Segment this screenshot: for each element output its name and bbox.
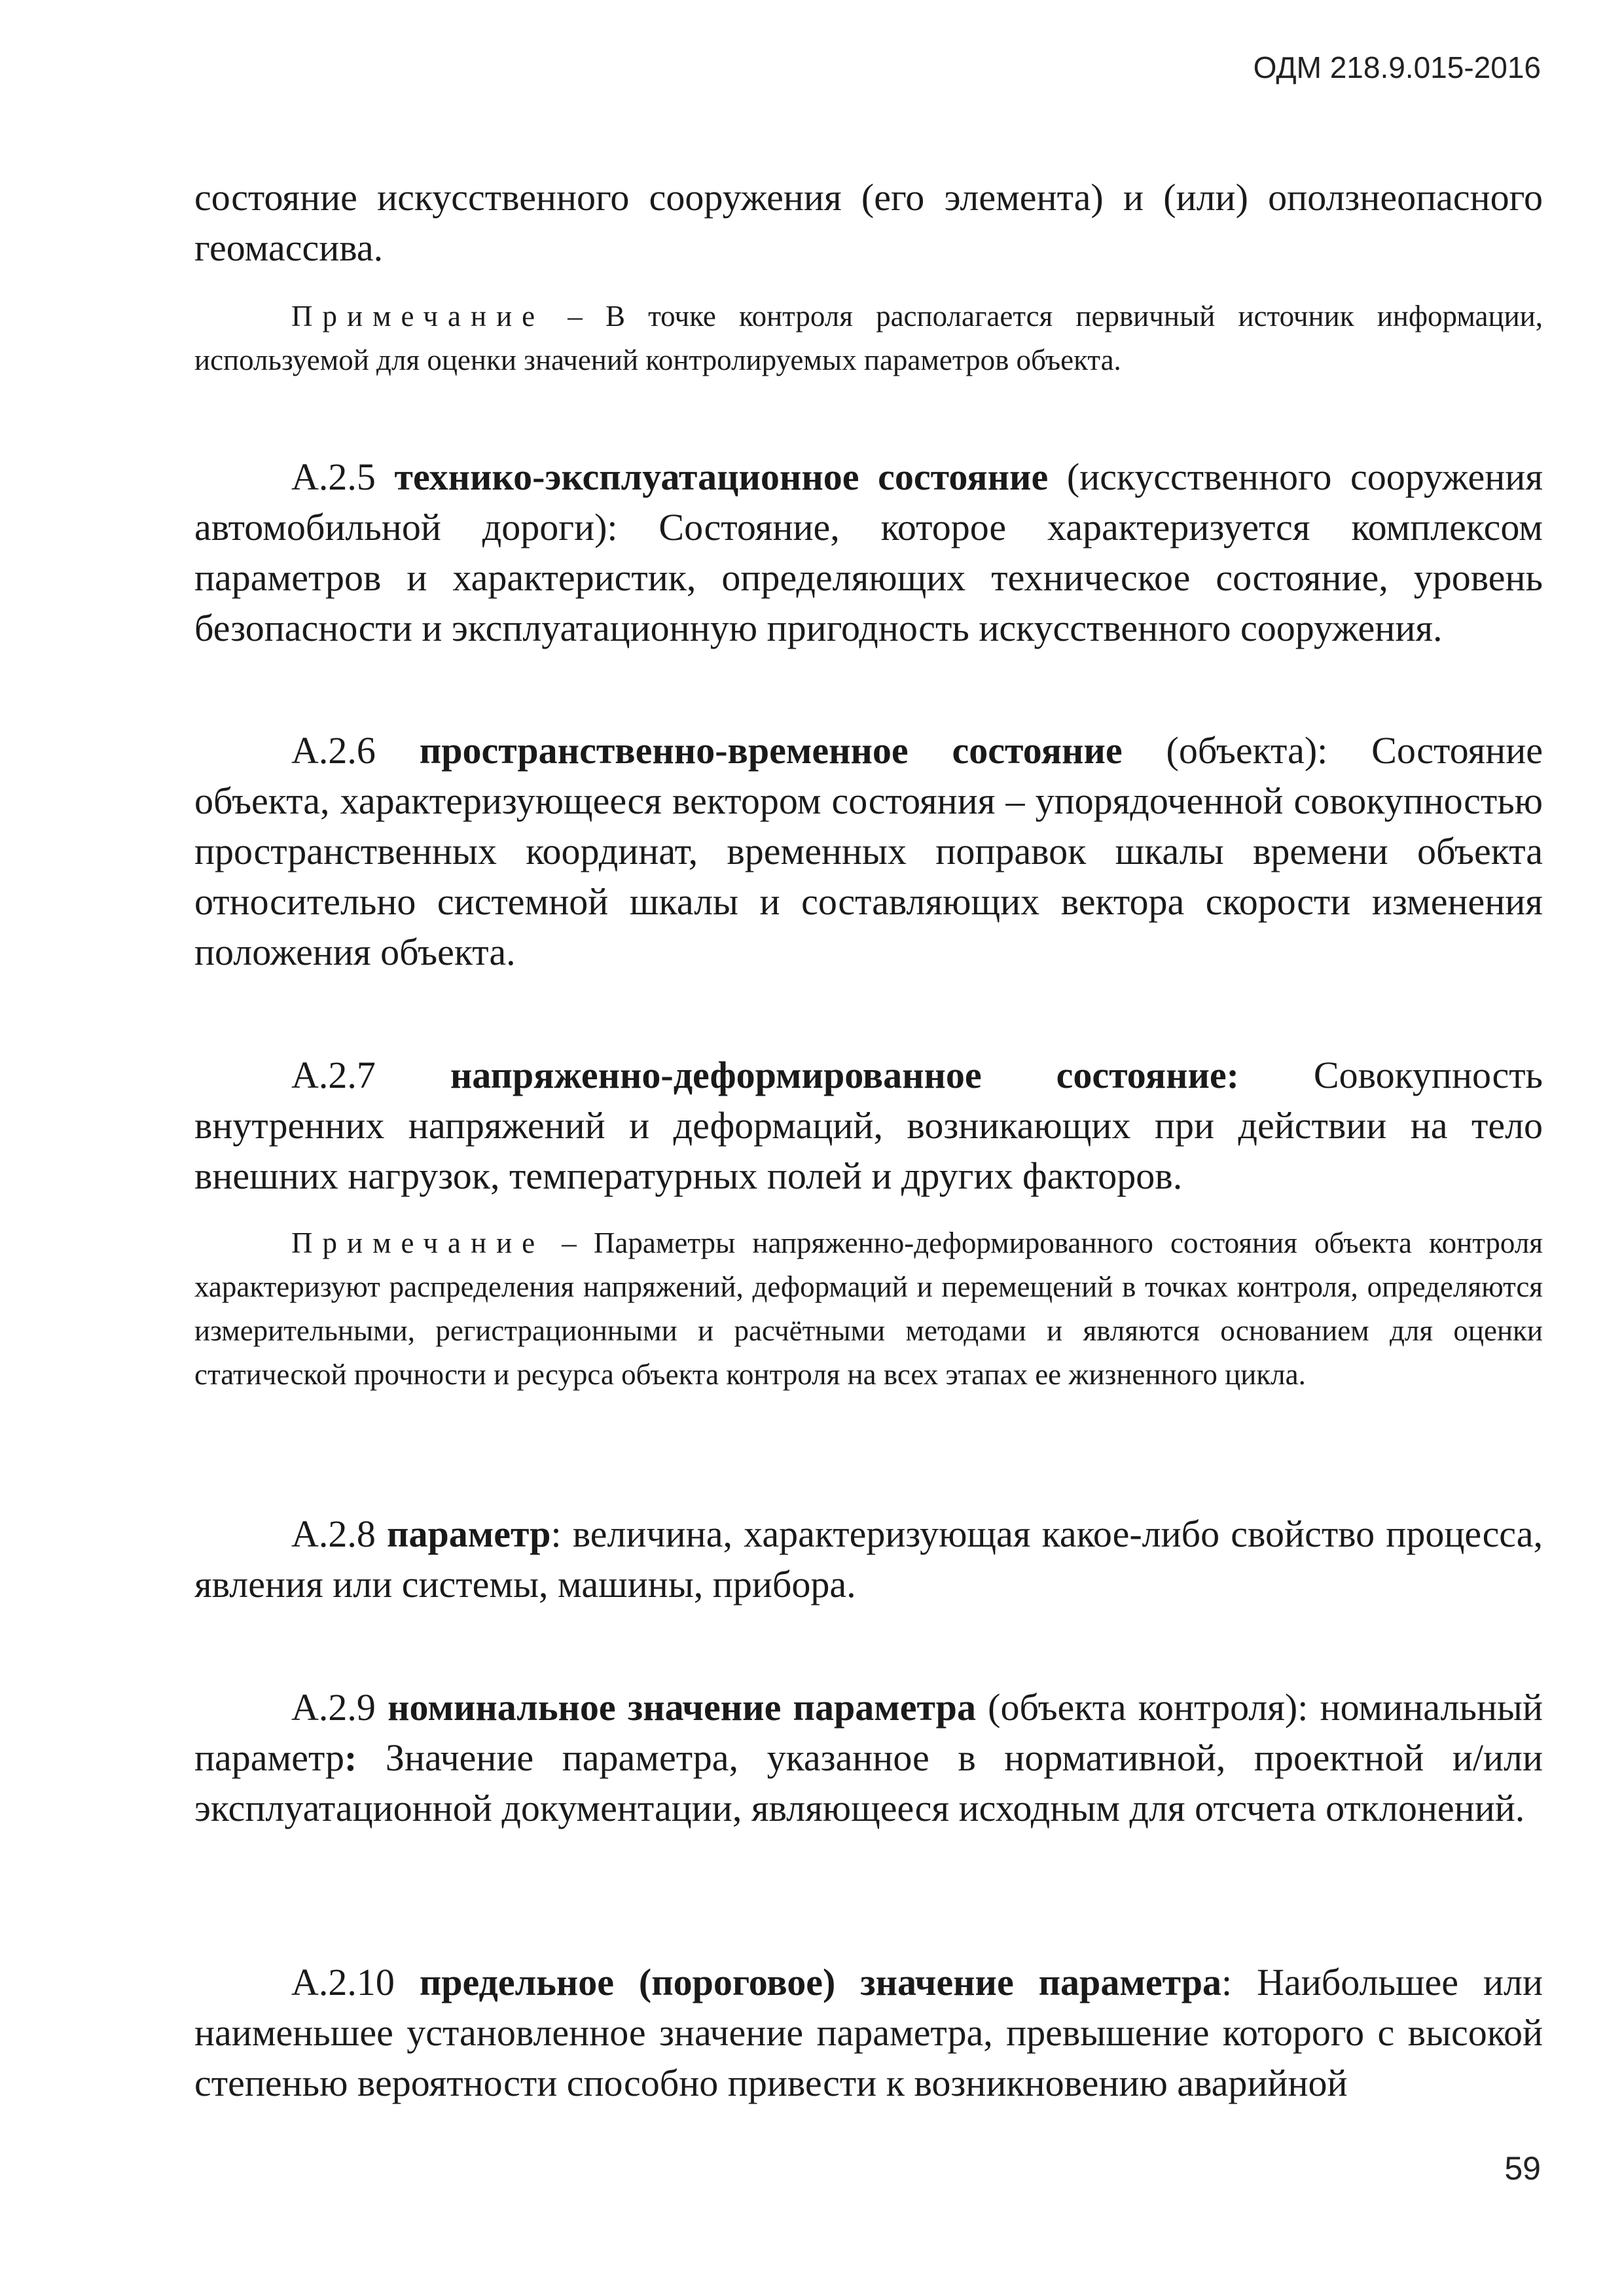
definition-text: (объекта): Состояние объекта, характеризующееся вектором состояния – упорядоченной совокупностью пространственных координат, временных поправок шкалы времени объекта относительно системной шкалы и составляющих вектора скорости изменения положения объекта. <box>194 729 1543 973</box>
clause-number: А.2.6 <box>291 729 420 772</box>
note-text: – В точке контроля располагается первичный источник информации, используемой для оценки значений контролируемых параметров объекта. <box>194 300 1543 376</box>
clause-number: А.2.10 <box>291 1961 420 2003</box>
note-label: Примечание <box>291 300 545 332</box>
definition-text: : Наибольшее или наименьшее установленное значение параметра, превышение которого с высокой степенью вероятности способно привести к возникновению аварийной <box>194 1961 1543 2104</box>
definition-a-2-8 <box>194 1509 1543 1609</box>
definition-a-2-5 <box>194 452 1543 653</box>
definition-a-2-6 <box>194 725 1543 977</box>
clause-number: А.2.7 <box>291 1054 450 1096</box>
clause-number: А.2.8 <box>291 1513 388 1555</box>
term: номинальное значение параметра <box>388 1686 976 1729</box>
definition-text: : величина, характеризующая какое-либо свойство процесса, явления или системы, машины, прибора. <box>194 1513 1543 1605</box>
term: пространственно-временное состояние <box>419 729 1123 772</box>
page-number: 59 <box>1504 2150 1541 2187</box>
continuation-paragraph: состояние искусственного сооружения (его элемента) и (или) оползнеопасного геомассива. <box>194 176 1543 269</box>
note-text: – Параметры напряженно-деформированного состояния объекта контроля характеризуют распределения напряжений, деформаций и перемещений в точках контроля, определяются измерительными, регистрационными и расчётными методами и являются основанием для оценки статической прочности и ресурса объекта контроля на всех этапах ее жизненного цикла. <box>194 1227 1543 1391</box>
definition-a-2-7 <box>194 1050 1543 1201</box>
definition-a-2-9 <box>194 1682 1543 1833</box>
definition-text-mid: (объекта контроля): номинальный параметр <box>194 1686 1543 1779</box>
term: параметр <box>387 1513 551 1555</box>
term: предельное (пороговое) значение параметра <box>419 1961 1222 2003</box>
term: технико-эксплуатационное состояние <box>394 456 1049 498</box>
note-1 <box>194 295 1543 382</box>
note-label: Примечание <box>291 1227 545 1259</box>
definition-text: Значение параметра, указанное в нормативной, проектной и/или эксплуатационной документации, являющееся исходным для отсчета отклонений. <box>194 1736 1543 1829</box>
definition-a-2-10 <box>194 1957 1543 2108</box>
clause-number: А.2.9 <box>291 1686 388 1729</box>
term: напряженно-деформированное состояние: <box>450 1054 1239 1096</box>
colon: : <box>344 1736 357 1779</box>
definition-text: (искусственного сооружения автомобильной дороги): Состояние, которое характеризуется комплексом параметров и характеристик, определяющих техническое состояние, уровень безопасности и эксплуатационную пригодность искусственного сооружения. <box>194 456 1543 649</box>
clause-number: А.2.5 <box>291 456 395 498</box>
definition-text: Совокупность внутренних напряжений и деформаций, возникающих при действии на тело внешних нагрузок, температурных полей и других факторов. <box>194 1054 1543 1197</box>
note-2 <box>194 1221 1543 1397</box>
document-code: ОДМ 218.9.015-2016 <box>1253 50 1541 84</box>
